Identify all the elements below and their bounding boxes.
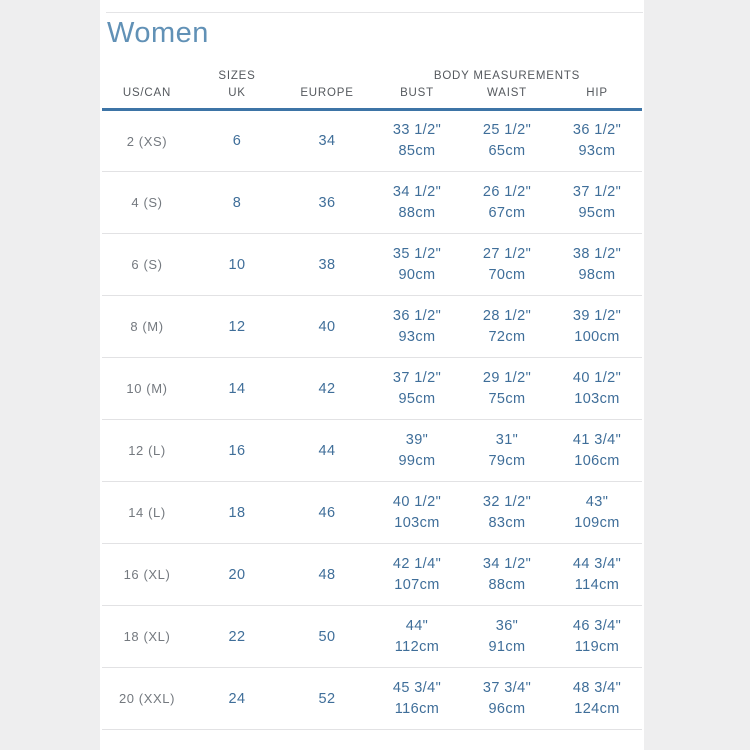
column-header-hip: HIP xyxy=(586,87,608,99)
cell-europe: 44 xyxy=(318,442,336,459)
waist-cm: 75cm xyxy=(488,390,526,407)
cell-europe: 50 xyxy=(318,628,336,645)
cell-uk: 6 xyxy=(232,133,242,149)
bust-inches: 42 1/4" xyxy=(392,555,442,572)
cell-uk: 22 xyxy=(228,628,246,645)
bust-inches: 37 1/2" xyxy=(392,369,442,386)
hip-inches: 46 3/4" xyxy=(572,617,622,634)
hip-cm: 95cm xyxy=(578,204,616,221)
size-guide-panel xyxy=(100,0,644,750)
cell-waist xyxy=(462,606,552,668)
waist-cm: 70cm xyxy=(488,266,526,283)
hip-inches: 38 1/2" xyxy=(572,245,622,262)
cell-europe: 52 xyxy=(318,690,336,707)
cell-bust xyxy=(372,296,462,358)
cell-bust xyxy=(372,110,462,172)
cell-us-can: 2 (XS) xyxy=(126,133,168,149)
table-row xyxy=(102,668,642,730)
group-header-sizes: SIZES xyxy=(218,70,256,82)
waist-cm: 67cm xyxy=(488,204,526,221)
table-row xyxy=(102,234,642,296)
cell-hip xyxy=(552,544,642,606)
cell-hip xyxy=(552,358,642,420)
group-header-spacer xyxy=(282,66,372,85)
table-row xyxy=(102,296,642,358)
bust-inches: 36 1/2" xyxy=(392,307,442,324)
cell-uk: 12 xyxy=(228,318,246,335)
cell-us-can: 18 (XL) xyxy=(123,629,171,644)
cell-hip xyxy=(552,420,642,482)
cell-bust xyxy=(372,172,462,234)
hip-cm: 93cm xyxy=(578,143,616,159)
cell-europe: 36 xyxy=(318,194,336,211)
column-header-uk: UK xyxy=(228,87,246,99)
column-header-us-can: US/CAN xyxy=(122,87,172,99)
cell-bust xyxy=(372,606,462,668)
table-row xyxy=(102,358,642,420)
waist-inches: 31" xyxy=(495,431,519,448)
cell-europe: 40 xyxy=(318,318,336,335)
cell-europe: 48 xyxy=(318,566,336,583)
waist-inches: 34 1/2" xyxy=(482,555,532,572)
cell-us-can: 8 (M) xyxy=(130,319,164,334)
waist-inches: 27 1/2" xyxy=(482,245,532,262)
bust-inches: 34 1/2" xyxy=(392,183,442,200)
hip-cm: 109cm xyxy=(574,514,620,531)
top-divider xyxy=(106,12,643,13)
group-header-body-measurements: BODY MEASUREMENTS xyxy=(433,70,581,82)
column-header-waist: WAIST xyxy=(487,87,527,99)
bust-cm: 90cm xyxy=(398,266,436,283)
hip-inches: 44 3/4" xyxy=(572,555,622,572)
hip-inches: 39 1/2" xyxy=(572,307,622,324)
hip-cm: 98cm xyxy=(578,266,616,283)
cell-hip xyxy=(552,668,642,730)
column-header-row xyxy=(102,85,642,110)
cell-hip xyxy=(552,110,642,172)
hip-inches: 41 3/4" xyxy=(572,431,622,448)
bust-cm: 112cm xyxy=(394,638,440,655)
hip-cm: 114cm xyxy=(574,576,620,593)
hip-cm: 106cm xyxy=(574,452,620,469)
page-title: Women xyxy=(107,17,209,49)
cell-waist xyxy=(462,420,552,482)
group-header-spacer xyxy=(102,66,192,85)
bust-inches: 39" xyxy=(405,431,429,448)
cell-bust xyxy=(372,668,462,730)
cell-uk: 16 xyxy=(228,442,246,459)
hip-cm: 100cm xyxy=(574,328,620,345)
cell-waist xyxy=(462,544,552,606)
cell-uk: 10 xyxy=(228,256,246,273)
waist-inches: 32 1/2" xyxy=(482,493,532,510)
cell-europe: 42 xyxy=(318,380,336,397)
cell-uk: 14 xyxy=(228,380,246,397)
hip-inches: 40 1/2" xyxy=(572,369,622,386)
cell-europe: 34 xyxy=(318,133,336,149)
table-row xyxy=(102,482,642,544)
hip-inches: 37 1/2" xyxy=(572,183,622,200)
cell-waist xyxy=(462,172,552,234)
hip-inches: 48 3/4" xyxy=(572,679,622,696)
waist-cm: 83cm xyxy=(488,514,526,531)
waist-cm: 72cm xyxy=(488,328,526,345)
cell-us-can: 16 (XL) xyxy=(123,567,171,582)
hip-cm: 103cm xyxy=(574,390,620,407)
waist-cm: 91cm xyxy=(488,638,526,655)
cell-bust xyxy=(372,420,462,482)
cell-uk: 20 xyxy=(228,566,246,583)
cell-uk: 8 xyxy=(232,194,242,211)
column-header-bust: BUST xyxy=(400,87,434,99)
cell-hip xyxy=(552,296,642,358)
waist-cm: 79cm xyxy=(488,452,526,469)
cell-bust xyxy=(372,544,462,606)
bust-inches: 35 1/2" xyxy=(392,245,442,262)
table-row xyxy=(102,420,642,482)
bust-cm: 88cm xyxy=(398,204,436,221)
cell-uk: 24 xyxy=(228,690,246,707)
cell-hip xyxy=(552,172,642,234)
cell-uk: 18 xyxy=(228,504,246,521)
waist-inches: 29 1/2" xyxy=(482,369,532,386)
hip-cm: 119cm xyxy=(574,638,620,655)
waist-inches: 26 1/2" xyxy=(482,183,532,200)
cell-hip xyxy=(552,606,642,668)
cell-hip xyxy=(552,234,642,296)
cell-hip xyxy=(552,482,642,544)
cell-waist xyxy=(462,110,552,172)
table-body xyxy=(102,110,642,730)
cell-waist xyxy=(462,668,552,730)
cell-us-can: 12 (L) xyxy=(128,443,166,458)
cell-us-can: 10 (M) xyxy=(126,381,168,396)
waist-inches: 25 1/2" xyxy=(482,122,532,138)
bust-cm: 95cm xyxy=(398,390,436,407)
cell-us-can: 14 (L) xyxy=(128,505,166,520)
bust-inches: 40 1/2" xyxy=(392,493,442,510)
bust-inches: 45 3/4" xyxy=(392,679,442,696)
bust-inches: 33 1/2" xyxy=(392,122,442,138)
women-size-table xyxy=(102,66,642,730)
bust-cm: 93cm xyxy=(398,328,436,345)
cell-us-can: 6 (S) xyxy=(131,257,163,272)
cell-bust xyxy=(372,358,462,420)
cell-us-can: 4 (S) xyxy=(131,195,163,210)
bust-cm: 99cm xyxy=(398,452,436,469)
group-header-row xyxy=(102,66,642,85)
bust-cm: 116cm xyxy=(394,700,440,717)
waist-inches: 36" xyxy=(495,617,519,634)
table-row xyxy=(102,544,642,606)
table-row xyxy=(102,110,642,172)
bust-cm: 85cm xyxy=(398,143,436,159)
table-row xyxy=(102,172,642,234)
bust-cm: 103cm xyxy=(394,514,440,531)
cell-waist xyxy=(462,234,552,296)
cell-bust xyxy=(372,482,462,544)
cell-bust xyxy=(372,234,462,296)
waist-cm: 65cm xyxy=(488,143,526,159)
cell-europe: 38 xyxy=(318,256,336,273)
bust-cm: 107cm xyxy=(394,576,440,593)
hip-inches: 43" xyxy=(585,493,609,510)
hip-inches: 36 1/2" xyxy=(572,122,622,138)
waist-cm: 88cm xyxy=(488,576,526,593)
waist-inches: 28 1/2" xyxy=(482,307,532,324)
table-row xyxy=(102,606,642,668)
cell-waist xyxy=(462,482,552,544)
cell-waist xyxy=(462,358,552,420)
column-header-europe: EUROPE xyxy=(300,87,354,99)
waist-inches: 37 3/4" xyxy=(482,679,532,696)
waist-cm: 96cm xyxy=(488,700,526,717)
cell-us-can: 20 (XXL) xyxy=(118,691,176,706)
cell-waist xyxy=(462,296,552,358)
bust-inches: 44" xyxy=(405,617,429,634)
cell-europe: 46 xyxy=(318,504,336,521)
hip-cm: 124cm xyxy=(574,700,620,717)
